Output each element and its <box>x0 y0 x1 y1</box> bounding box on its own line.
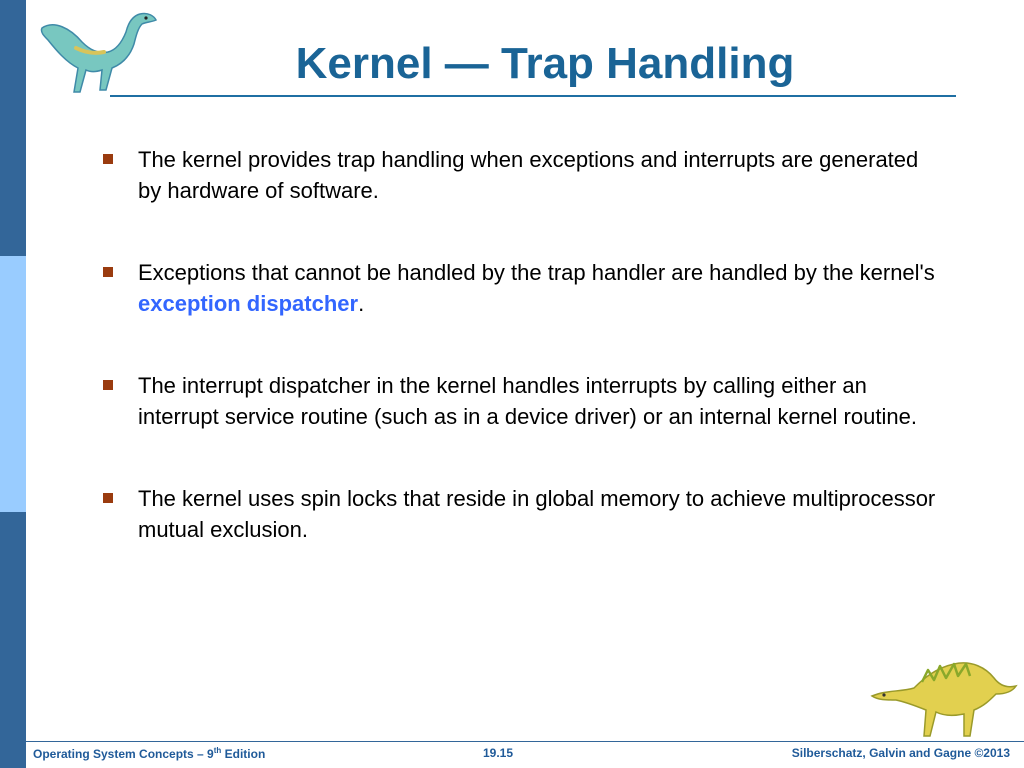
bullet-item <box>102 144 942 206</box>
bullet-item <box>102 370 942 432</box>
dinosaur-logo-icon <box>36 6 158 96</box>
footer-rule <box>26 741 1024 742</box>
footer-copyright: Silberschatz, Galvin and Gagne ©2013 <box>791 746 1010 760</box>
sidebar-band-bottom <box>0 512 26 768</box>
bullet-item <box>102 257 942 319</box>
bullet-list <box>102 144 942 545</box>
bullet-text: The kernel uses spin locks that reside in global memory to achieve multiprocessor mutual exclusion. <box>138 486 936 542</box>
bullet-text-end: . <box>358 291 365 316</box>
page-number: 19.15 <box>483 746 514 760</box>
title-underline <box>110 95 956 97</box>
bullet-item <box>102 483 942 545</box>
bullet-text-start: Exceptions that cannot be handled by the trap handler are handled by the kernel's <box>138 260 935 285</box>
exception-dispatcher-term: exception dispatcher <box>138 291 359 316</box>
sidebar-band-middle <box>0 256 26 512</box>
footer-book-title <box>33 746 265 761</box>
square-bullet-icon <box>103 380 113 390</box>
footer-edition-text: Edition <box>221 747 266 761</box>
slide-title: Kernel — Trap Handling <box>295 39 795 88</box>
dinosaur-footer-icon <box>862 656 1022 742</box>
footer-edition-superscript: th <box>213 746 222 755</box>
bullet-text: The interrupt dispatcher in the kernel handles interrupts by calling either an interrupt service routine (such as in a device driver) or an internal kernel routine. <box>138 373 917 429</box>
square-bullet-icon <box>103 154 113 164</box>
bullet-text <box>138 260 935 316</box>
sidebar-band-top <box>0 0 26 256</box>
square-bullet-icon <box>103 267 113 277</box>
footer-book-title-text: Operating System Concepts – 9 <box>33 747 214 761</box>
bullet-text: The kernel provides trap handling when exceptions and interrupts are generated by hardware of software. <box>138 147 919 203</box>
square-bullet-icon <box>103 493 113 503</box>
